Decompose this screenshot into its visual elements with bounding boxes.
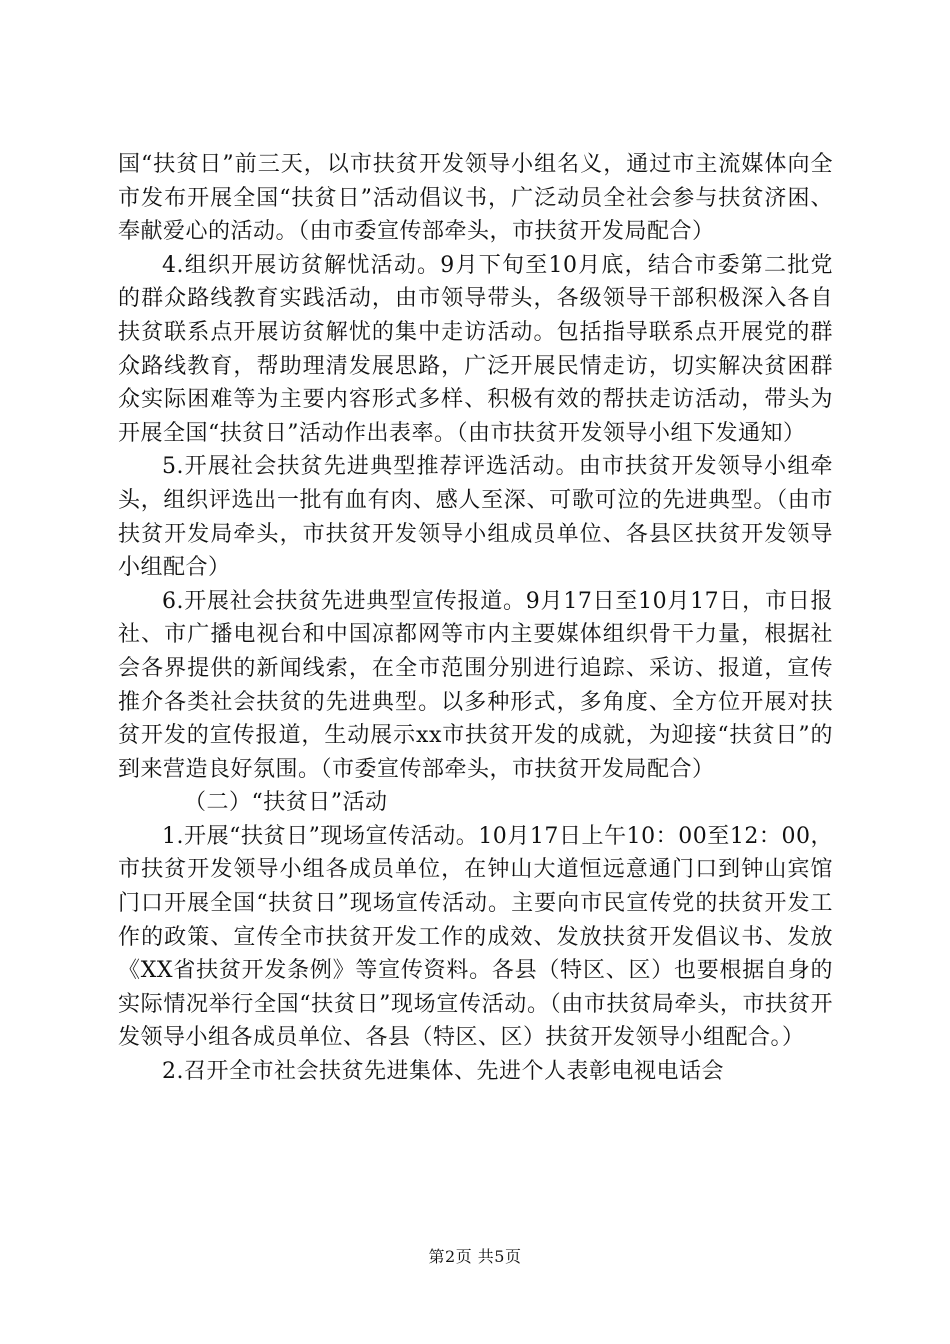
document-body	[118, 148, 833, 1089]
paragraph-item-4: 4.组织开展访贫解忧活动。9月下旬至10月底，结合市委第二批党的群众路线教育实践活动，由市领导带头，各级领导干部积极深入各自扶贫联系点开展访贫解忧的集中走访活动。包括指导联系点开展党的群众路线教育，帮助理清发展思路，广泛开展民情走访，切实解决贫困群众实际困难等为主要内容形式多样、积极有效的帮扶走访活动，带头为开展全国“扶贫日”活动作出表率。（由市扶贫开发领导小组下发通知）	[118, 252, 833, 446]
paragraph-section2-item-1: 1.开展“扶贫日”现场宣传活动。10月17日上午10：00至12：00，市扶贫开发领导小组各成员单位，在钟山大道恒远意通门口到钟山宾馆门口开展全国“扶贫日”现场宣传活动。主要向市民宣传党的扶贫开发工作的政策、宣传全市扶贫开发工作的成效、发放扶贫开发倡议书、发放《XX省扶贫开发条例》等宣传资料。各县（特区、区）也要根据自身的实际情况举行全国“扶贫日”现场宣传活动。（由市扶贫局牵头，市扶贫开发领导小组各成员单位、各县（特区、区）扶贫开发领导小组配合。）	[118, 823, 833, 1051]
paragraph-continuation: 国“扶贫日”前三天，以市扶贫开发领导小组名义，通过市主流媒体向全市发布开展全国“扶贫日”活动倡议书，广泛动员全社会参与扶贫济困、奉献爱心的活动。（由市委宣传部牵头，市扶贫开发局配合）	[118, 152, 833, 245]
paragraph-item-6: 6.开展社会扶贫先进典型宣传报道。9月17日至10月17日，市日报社、市广播电视台和中国凉都网等市内主要媒体组织骨干力量，根据社会各界提供的新闻线索，在全市范围分别进行追踪、采访、报道，宣传推介各类社会扶贫的先进典型。以多种形式，多角度、全方位开展对扶贫开发的宣传报道，生动展示xx市扶贫开发的成就，为迎接“扶贫日”的到来营造良好氛围。（市委宣传部牵头，市扶贫开发局配合）	[118, 588, 833, 782]
paragraph-item-5: 5.开展社会扶贫先进典型推荐评选活动。由市扶贫开发领导小组牵头，组织评选出一批有血有肉、感人至深、可歌可泣的先进典型。（由市扶贫开发局牵头，市扶贫开发领导小组成员单位、各县区扶贫开发领导小组配合）	[118, 454, 833, 581]
section-heading: （二）“扶贫日”活动	[184, 790, 388, 816]
page-number-footer: 第2页 共5页	[428, 1247, 522, 1266]
paragraph-section2-item-2: 2.召开全市社会扶贫先进集体、先进个人表彰电视电话会	[162, 1059, 724, 1085]
